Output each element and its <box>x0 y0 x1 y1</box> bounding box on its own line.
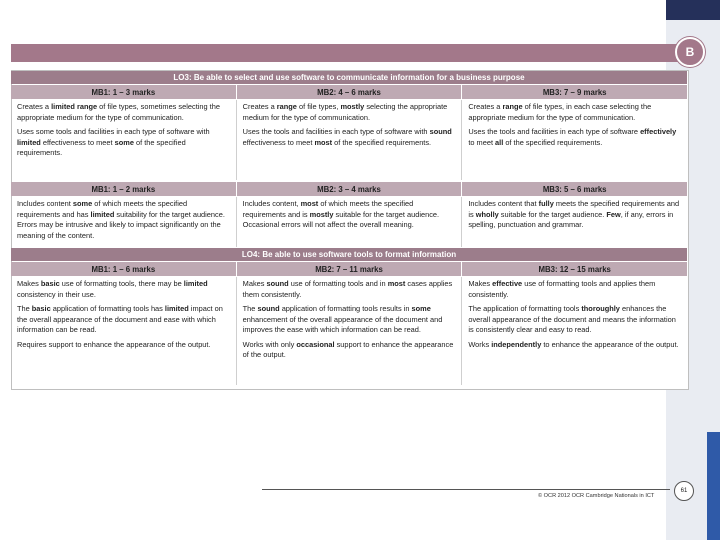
band-header-mb2: MB2: 3 – 4 marks <box>237 182 463 196</box>
criteria-text: of file types, <box>296 102 341 111</box>
lo4-bands-row <box>11 277 687 385</box>
criteria-keyword: occasional <box>296 339 335 349</box>
criteria-keyword: sound <box>429 127 452 137</box>
lo4-bands-header <box>11 262 687 276</box>
criteria-text: suitable for the target audience. Occasional errors will not affect the overall meaning. <box>242 209 440 230</box>
section-badge: B <box>675 37 705 67</box>
page-number: 61 <box>674 481 694 501</box>
criteria-text: Requires support to enhance the appearance of the output. <box>17 339 211 349</box>
criteria-text: Works <box>468 339 492 349</box>
band-header-mb3: MB3: 7 – 9 marks <box>542 87 607 97</box>
criteria-text: suitability for the target audience. Errors may be intrusive and likely to impact significantly on the meaning of the content. <box>17 209 225 240</box>
criteria-text: application of formatting tools results in <box>279 304 412 314</box>
criteria-keyword: fully <box>538 199 554 208</box>
criteria-text: of file types, in each case selecting the appropriate medium for the type of communication. <box>468 102 652 122</box>
criteria-cell <box>237 277 463 385</box>
band-header-mb1: MB1: 1 – 6 marks <box>11 262 237 276</box>
band-header-mb3: MB3: 5 – 6 marks <box>542 184 607 194</box>
criteria-text: to meet <box>468 137 496 147</box>
criteria-cell <box>11 197 237 247</box>
criteria-text: use of formatting tools and applies them consistently. <box>468 279 656 299</box>
criteria-keyword: some <box>72 199 93 208</box>
criteria-paragraph <box>17 279 230 300</box>
strip-blue-block <box>707 432 720 540</box>
criteria-keyword: limited <box>17 137 41 147</box>
lo3-bands-a-row <box>11 100 687 180</box>
criteria-cell <box>11 277 237 385</box>
criteria-text: of the specified requirements. <box>503 137 603 147</box>
criteria-keyword: all <box>495 137 504 147</box>
criteria-text: to enhance the appearance of the output. <box>541 339 679 349</box>
criteria-keyword: most <box>300 199 319 208</box>
criteria-text: effectiveness to meet <box>40 137 115 147</box>
criteria-keyword: independently <box>491 339 542 349</box>
lo3-bands-b-row <box>11 197 687 247</box>
criteria-paragraph <box>243 127 456 148</box>
criteria-cell <box>11 100 237 180</box>
lo3-title-bar: LO3: Be able to select and use software to communicate information for a business purpose <box>11 71 687 84</box>
criteria-keyword: limited <box>164 304 189 314</box>
criteria-keyword: range <box>276 102 297 111</box>
lo4-title-bar: LO4: Be able to use software tools to format information <box>11 248 687 261</box>
criteria-text: cases applies them consistently. <box>242 279 453 299</box>
criteria-keyword: mostly <box>309 209 334 219</box>
criteria-keyword: most <box>314 137 333 147</box>
band-header-mb3: MB3: 12 – 15 marks <box>538 264 611 274</box>
criteria-paragraph <box>17 199 230 241</box>
criteria-text: Uses the tools and facilities in each type of software <box>468 127 641 137</box>
criteria-paragraph <box>468 340 681 351</box>
criteria-text: of which meets the specified requirements and is <box>242 199 414 219</box>
criteria-keyword: basic <box>31 304 51 314</box>
criteria-text: Makes <box>17 279 41 288</box>
criteria-paragraph <box>17 102 230 123</box>
criteria-paragraph <box>243 340 456 361</box>
criteria-text: Creates a <box>468 102 503 111</box>
criteria-text: The application of formatting tools <box>468 304 582 314</box>
criteria-cell <box>237 100 463 180</box>
criteria-text: Creates a <box>242 102 277 111</box>
criteria-keyword: some <box>411 304 431 314</box>
criteria-paragraph <box>17 127 230 159</box>
criteria-text: The <box>242 304 258 314</box>
criteria-paragraph <box>468 102 681 123</box>
criteria-cell <box>462 197 687 247</box>
criteria-paragraph <box>468 279 681 300</box>
criteria-text: meets the specified requirements and is <box>468 199 680 219</box>
criteria-keyword: sound <box>257 304 280 314</box>
criteria-text: Creates a <box>17 102 52 111</box>
criteria-text: Includes content <box>17 199 73 208</box>
criteria-keyword: some <box>114 137 134 147</box>
criteria-paragraph <box>243 102 456 123</box>
criteria-cell <box>462 277 687 385</box>
criteria-keyword: limited <box>90 209 115 219</box>
criteria-keyword: sound <box>266 279 289 288</box>
criteria-keyword: limited <box>183 279 208 288</box>
criteria-keyword: wholly <box>475 209 499 219</box>
criteria-text: of the specified requirements. <box>332 137 432 147</box>
criteria-keyword: effective <box>492 279 523 288</box>
criteria-text: application of formatting tools has <box>50 304 165 314</box>
criteria-text: selecting the appropriate medium for the type of communication. <box>242 102 448 122</box>
criteria-text: support to enhance the appearance of the output. <box>242 339 454 360</box>
criteria-paragraph <box>468 127 681 148</box>
criteria-paragraph <box>243 304 456 336</box>
band-header-mb1: MB1: 1 – 2 marks <box>11 182 237 196</box>
criteria-text: use of formatting tools, there may be <box>59 279 184 288</box>
criteria-text: enhances the overall appearance of the document and means the information is consistently clear and easy to read. <box>468 304 676 335</box>
criteria-text: effectiveness to meet <box>242 137 315 147</box>
band-header-mb2: MB2: 7 – 11 marks <box>237 262 463 276</box>
criteria-text: Includes content that <box>468 199 539 208</box>
criteria-cell <box>237 197 463 247</box>
criteria-keyword: thoroughly <box>581 304 620 314</box>
criteria-keyword: range <box>502 102 523 111</box>
criteria-text: enhancement of the overall appearance of the document and improves the ease with which information can be read. <box>242 314 443 335</box>
criteria-keyword: Few <box>606 209 621 219</box>
criteria-text: Makes <box>242 279 267 288</box>
criteria-text: Includes content, <box>242 199 301 208</box>
criteria-keyword: mostly <box>340 102 365 111</box>
criteria-text: Uses some tools and facilities in each type of software with <box>17 127 210 137</box>
criteria-keyword: most <box>387 279 406 288</box>
criteria-paragraph <box>468 199 681 231</box>
criteria-text: of which meets the specified requirements and has <box>17 199 188 219</box>
footer-divider <box>262 489 670 490</box>
criteria-paragraph <box>243 199 456 231</box>
criteria-keyword: basic <box>40 279 60 288</box>
criteria-text: Uses the tools and facilities in each type of software with <box>242 127 430 137</box>
criteria-paragraph <box>468 304 681 336</box>
criteria-text: consistency in their use. <box>17 289 96 299</box>
criteria-cell <box>462 100 687 180</box>
criteria-text: The <box>17 304 32 314</box>
criteria-keyword: effectively <box>640 127 677 137</box>
criteria-text: of file types, sometimes selecting the appropriate medium for the type of communication. <box>17 102 220 122</box>
lo3-bands-b-header <box>11 182 687 196</box>
criteria-text: Makes <box>468 279 493 288</box>
criteria-paragraph <box>17 304 230 336</box>
criteria-keyword: limited range <box>51 102 98 111</box>
lo3-bands-a-header <box>11 85 687 99</box>
footer-copyright: © OCR 2012 OCR Cambridge Nationals in ICT <box>538 493 655 499</box>
criteria-text: Works with only <box>242 339 297 349</box>
criteria-text: impact on the overall appearance of the document and ease with which information can be read. <box>17 304 223 335</box>
criteria-text: use of formatting tools and in <box>288 279 388 288</box>
criteria-paragraph <box>17 340 230 351</box>
section-top-bar <box>11 44 683 62</box>
criteria-text: , if any, errors in spelling, punctuation and grammar. <box>468 209 674 230</box>
criteria-text: of the specified requirements. <box>17 137 186 158</box>
band-header-mb1: MB1: 1 – 3 marks <box>11 85 237 99</box>
criteria-text: suitable for the target audience. <box>498 209 607 219</box>
criteria-paragraph <box>243 279 456 300</box>
strip-navy-block <box>666 0 720 20</box>
band-header-mb2: MB2: 4 – 6 marks <box>237 85 463 99</box>
